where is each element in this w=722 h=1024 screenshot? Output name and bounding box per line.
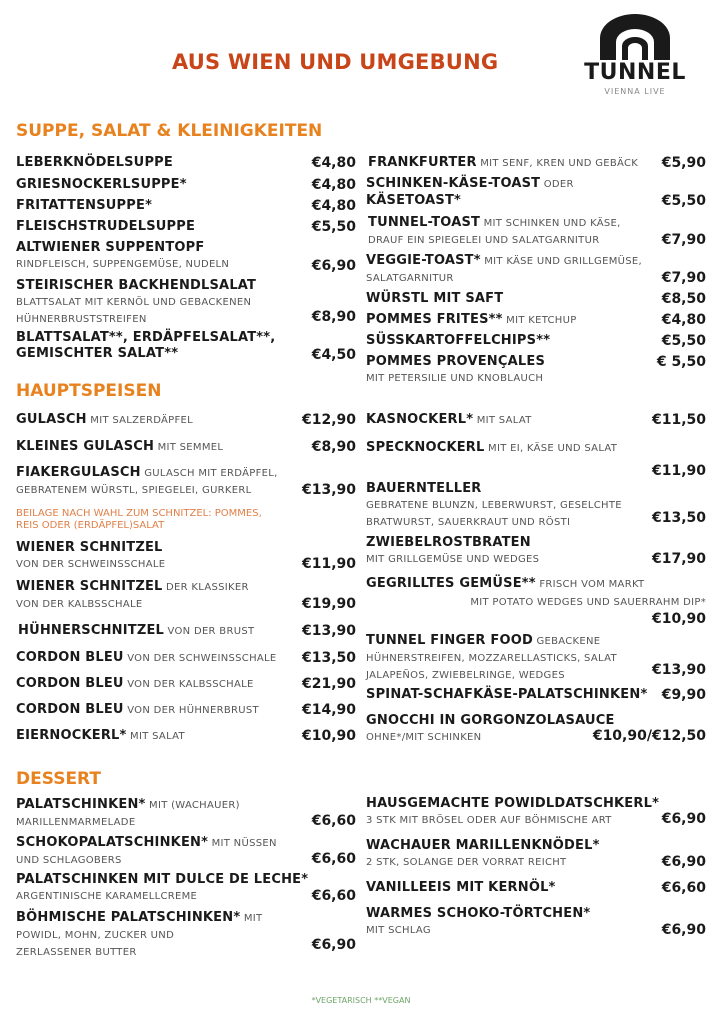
menu-price: €4,80	[311, 155, 356, 171]
side-dish-note: BEILAGE NACH WAHL ZUM SCHNITZEL: POMMES, REIS ODER (ERDÄPFEL)SALAT	[16, 508, 262, 531]
menu-item: BLATTSALAT**, ERDÄPFELSALAT**, GEMISCHTER SALAT**	[16, 330, 276, 361]
menu-price: € 5,50	[656, 354, 706, 370]
menu-item: ZWIEBELROSTBRATEN MIT GRILLGEMÜSE UND WEDGES	[366, 535, 540, 565]
menu-price: €13,50	[301, 650, 356, 666]
menu-price: €5,50	[311, 219, 356, 235]
menu-price: €6,90	[311, 937, 356, 953]
menu-item: CORDON BLEU VON DER SCHWEINSSCHALE	[16, 650, 277, 665]
menu-item: SCHINKEN-KÄSE-TOAST ODER KÄSETOAST*	[366, 176, 574, 208]
tunnel-logo	[578, 12, 692, 98]
menu-item: WACHAUER MARILLENKNÖDEL* 2 STK, SOLANGE DER VORRAT REICHT	[366, 838, 600, 868]
menu-item: BAUERNTELLER GEBRATENE BLUNZN, LEBERWURST, GESELCHTE BRATWURST, SAUERKRAUT UND RÖSTI	[366, 481, 622, 528]
menu-item: SÜSSKARTOFFELCHIPS**	[366, 333, 551, 348]
menu-price: €8,90	[311, 439, 356, 455]
menu-price: €6,90	[661, 811, 706, 827]
menu-price: €11,90	[301, 556, 356, 572]
menu-item: LEBERKNÖDELSUPPE	[16, 155, 173, 170]
menu-price: €7,90	[661, 232, 706, 248]
menu-item: WIENER SCHNITZEL VON DER SCHWEINSSCHALE	[16, 540, 166, 570]
menu-price: €11,90	[651, 463, 706, 479]
section-heading-hauptspeisen: HAUPTSPEISEN	[16, 381, 162, 401]
menu-price: €17,90	[651, 551, 706, 567]
section-heading-suppe: SUPPE, SALAT & KLEINIGKEITEN	[16, 121, 323, 141]
menu-item: STEIRISCHER BACKHENDLSALAT BLATTSALAT MIT KERNÖL UND GEBACKENEN HÜHNERBRUSTSTREIFEN	[16, 278, 257, 325]
tunnel-arch-icon	[578, 12, 692, 62]
menu-price: €8,90	[311, 309, 356, 325]
menu-item: CORDON BLEU VON DER KALBSSCHALE	[16, 676, 254, 691]
menu-price: €6,90	[661, 922, 706, 938]
menu-item: PALATSCHINKEN* MIT (WACHAUER) MARILLENMARMELADE	[16, 797, 240, 828]
menu-price: €10,90	[301, 728, 356, 744]
menu-item: KLEINES GULASCH MIT SEMMEL	[16, 439, 224, 454]
menu-price: €6,90	[311, 258, 356, 274]
menu-price: €6,60	[311, 813, 356, 829]
page-title: AUS WIEN UND UMGEBUNG	[172, 50, 499, 74]
menu-price: €14,90	[301, 702, 356, 718]
menu-price: €13,90	[301, 482, 356, 498]
menu-price: €7,90	[661, 270, 706, 286]
menu-item: GEGRILLTES GEMÜSE** FRISCH VOM MARKT	[366, 576, 645, 591]
menu-item: FRANKFURTER MIT SENF, KREN UND GEBÄCK	[368, 155, 639, 170]
menu-price: €21,90	[301, 676, 356, 692]
menu-item: SPECKNOCKERL MIT EI, KÄSE UND SALAT	[366, 440, 618, 455]
menu-item: EIERNOCKERL* MIT SALAT	[16, 728, 185, 743]
menu-item: GRIESNOCKERLSUPPE*	[16, 177, 187, 192]
menu-item: FIAKERGULASCH GULASCH MIT ERDÄPFEL, GEBRATENEM WÜRSTL, SPIEGELEI, GURKERL	[16, 465, 278, 496]
menu-price: €13,50	[651, 510, 706, 526]
menu-item: VANILLEEIS MIT KERNÖL*	[366, 880, 556, 895]
menu-item: PALATSCHINKEN MIT DULCE DE LECHE* ARGENTINISCHE KARAMELLCREME	[16, 872, 309, 902]
menu-item: POMMES PROVENÇALES MIT PETERSILIE UND KNOBLAUCH	[366, 354, 546, 384]
menu-item: HAUSGEMACHTE POWIDLDATSCHKERL* 3 STK MIT BRÖSEL ODER AUF BÖHMISCHE ART	[366, 796, 660, 826]
menu-item-detail: MIT POTATO WEDGES UND SAUERRAHM DIP*	[470, 597, 706, 608]
menu-item: CORDON BLEU VON DER HÜHNERBRUST	[16, 702, 259, 717]
menu-item: ALTWIENER SUPPENTOPF RINDFLEISCH, SUPPENGEMÜSE, NUDELN	[16, 240, 230, 270]
menu-item: SCHOKOPALATSCHINKEN* MIT NÜSSEN UND SCHLAGOBERS	[16, 835, 277, 866]
menu-price: €10,90/€12,50	[592, 728, 706, 744]
menu-price: €6,60	[311, 851, 356, 867]
menu-price: €13,90	[651, 662, 706, 678]
menu-price: €6,60	[311, 888, 356, 904]
menu-price: €10,90	[651, 611, 706, 627]
menu-item: BÖHMISCHE PALATSCHINKEN* MIT POWIDL, MOHN, ZUCKER UND ZERLASSENER BUTTER	[16, 910, 263, 958]
menu-item: SPINAT-SCHAFKÄSE-PALATSCHINKEN*	[366, 687, 648, 702]
menu-item: GNOCCHI IN GORGONZOLASAUCE OHNE*/MIT SCHINKEN	[366, 713, 615, 743]
menu-item: WÜRSTL MIT SAFT	[366, 291, 504, 306]
menu-price: €13,90	[301, 623, 356, 639]
menu-price: €4,80	[311, 198, 356, 214]
menu-item: TUNNEL FINGER FOOD GEBACKENE HÜHNERSTREIFEN, MOZZARELLASTICKS, SALAT JALAPEÑOS, ZWIEBELRINGE, WEDGES	[366, 633, 617, 681]
menu-item: WARMES SCHOKO-TÖRTCHEN* MIT SCHLAG	[366, 906, 591, 936]
footer-legend: *VEGETARISCH **VEGAN	[311, 996, 411, 1005]
menu-price: €19,90	[301, 596, 356, 612]
menu-price: €9,90	[661, 687, 706, 703]
menu-price: €4,50	[311, 347, 356, 363]
menu-price: €6,90	[661, 854, 706, 870]
menu-price: €6,60	[661, 880, 706, 896]
logo-text: TUNNEL	[584, 60, 686, 85]
menu-price: €5,50	[661, 333, 706, 349]
menu-price: €5,90	[661, 155, 706, 171]
menu-item: GULASCH MIT SALZERDÄPFEL	[16, 412, 194, 427]
menu-item: WIENER SCHNITZEL DER KLASSIKER VON DER KALBSSCHALE	[16, 579, 249, 610]
menu-item: TUNNEL-TOAST MIT SCHINKEN UND KÄSE, DRAUF EIN SPIEGELEI UND SALATGARNITUR	[368, 215, 621, 246]
menu-item: HÜHNERSCHNITZEL VON DER BRUST	[18, 623, 255, 638]
menu-price: €11,50	[651, 412, 706, 428]
logo-subtitle: VIENNA LIVE	[604, 87, 666, 96]
menu-item: VEGGIE-TOAST* MIT KÄSE UND GRILLGEMÜSE, SALATGARNITUR	[366, 253, 643, 284]
menu-price: €8,50	[661, 291, 706, 307]
menu-price: €4,80	[311, 177, 356, 193]
menu-price: €4,80	[661, 312, 706, 328]
menu-price: €12,90	[301, 412, 356, 428]
menu-item: POMMES FRITES** MIT KETCHUP	[366, 312, 577, 327]
section-heading-dessert: DESSERT	[16, 769, 101, 789]
menu-item: FLEISCHSTRUDELSUPPE	[16, 219, 196, 234]
menu-price: €5,50	[661, 193, 706, 209]
menu-item: KASNOCKERL* MIT SALAT	[366, 412, 532, 427]
menu-item: FRITATTENSUPPE*	[16, 198, 153, 213]
